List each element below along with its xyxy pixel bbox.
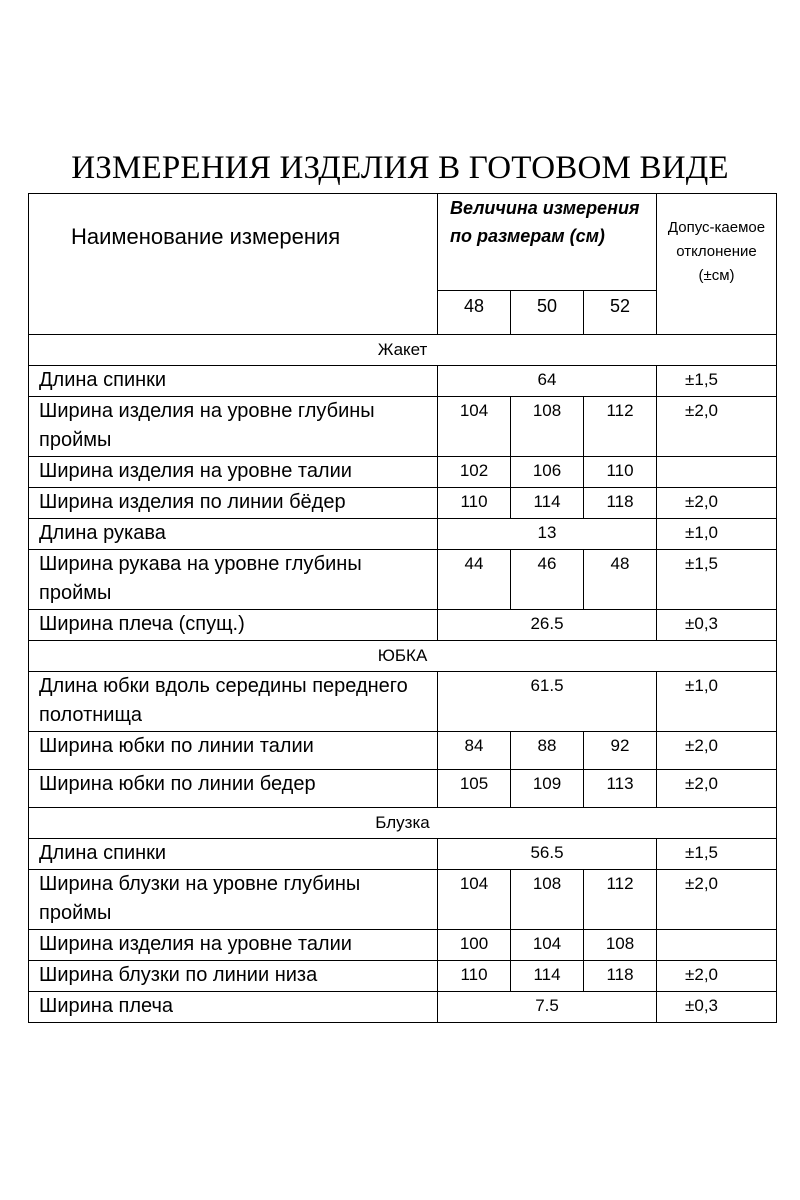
header-name-label: Наименование измерения	[71, 224, 341, 249]
table-row	[29, 366, 777, 397]
measurement-value: 114	[511, 961, 584, 992]
measurement-value-all-sizes: 64	[438, 366, 657, 397]
section-row	[29, 641, 777, 672]
table-row	[29, 870, 777, 930]
measurement-name: Ширина юбки по линии талии	[29, 732, 438, 770]
document-title: ИЗМЕРЕНИЯ ИЗДЕЛИЯ В ГОТОВОМ ВИДЕ	[71, 150, 729, 186]
measurement-value: 88	[511, 732, 584, 770]
tolerance-value: ±1,5	[657, 366, 777, 397]
measurement-name: Ширина изделия на уровне талии	[29, 457, 438, 488]
measurement-value: 46	[511, 550, 584, 610]
measurement-value: 104	[438, 397, 511, 457]
measurement-value-all-sizes: 61.5	[438, 672, 657, 732]
measurement-value: 44	[438, 550, 511, 610]
measurement-value: 108	[584, 930, 657, 961]
measurement-name: Ширина изделия на уровне талии	[29, 930, 438, 961]
header-size-48: 48	[438, 291, 511, 335]
measurement-name: Длина спинки	[29, 839, 438, 870]
measurement-value: 109	[511, 770, 584, 808]
tolerance-value	[657, 457, 777, 488]
measurement-name: Ширина плеча	[29, 992, 438, 1023]
measurement-value: 110	[438, 488, 511, 519]
measurement-name: Ширина изделия по линии бёдер	[29, 488, 438, 519]
measurement-name: Ширина изделия на уровне глубины проймы	[29, 397, 438, 457]
tolerance-value	[657, 930, 777, 961]
measurement-value: 114	[511, 488, 584, 519]
header-size-cell	[438, 194, 657, 291]
header-tolerance-label: Допус-каемое отклонение (±см)	[667, 219, 766, 284]
measurement-value: 105	[438, 770, 511, 808]
measurement-value: 104	[438, 870, 511, 930]
header-tolerance-cell	[657, 194, 777, 335]
tolerance-value: ±2,0	[657, 870, 777, 930]
tolerance-value: ±2,0	[657, 397, 777, 457]
measurement-name: Ширина плеча (спущ.)	[29, 610, 438, 641]
section-row	[29, 335, 777, 366]
measurement-value: 102	[438, 457, 511, 488]
measurement-value: 108	[511, 397, 584, 457]
measurements-table	[28, 193, 777, 1023]
measurement-value-all-sizes: 13	[438, 519, 657, 550]
section-title: Блузка	[29, 808, 777, 839]
measurement-value-all-sizes: 56.5	[438, 839, 657, 870]
table-row	[29, 397, 777, 457]
section-row	[29, 808, 777, 839]
table-row	[29, 519, 777, 550]
header-name-cell	[29, 194, 438, 335]
measurement-value: 118	[584, 961, 657, 992]
tolerance-value: ±2,0	[657, 770, 777, 808]
tolerance-value: ±0,3	[657, 992, 777, 1023]
measurement-value: 84	[438, 732, 511, 770]
tolerance-value: ±1,5	[657, 550, 777, 610]
table-row	[29, 732, 777, 770]
table-row	[29, 488, 777, 519]
measurement-value: 92	[584, 732, 657, 770]
measurement-value: 112	[584, 397, 657, 457]
table-row	[29, 550, 777, 610]
measurement-value: 110	[584, 457, 657, 488]
table-row	[29, 961, 777, 992]
measurement-name: Ширина рукава на уровне глубины проймы	[29, 550, 438, 610]
table-row	[29, 770, 777, 808]
tolerance-value: ±1,0	[657, 519, 777, 550]
table-row	[29, 992, 777, 1023]
measurement-value: 113	[584, 770, 657, 808]
tolerance-value: ±0,3	[657, 610, 777, 641]
tolerance-value: ±2,0	[657, 732, 777, 770]
table-row	[29, 930, 777, 961]
measurement-value: 48	[584, 550, 657, 610]
measurement-value: 100	[438, 930, 511, 961]
measurement-name: Длина спинки	[29, 366, 438, 397]
header-size-52: 52	[584, 291, 657, 335]
table-row	[29, 672, 777, 732]
section-title: ЮБКА	[29, 641, 777, 672]
table-row	[29, 610, 777, 641]
measurement-name: Ширина юбки по линии бедер	[29, 770, 438, 808]
measurement-value: 110	[438, 961, 511, 992]
measurement-value: 118	[584, 488, 657, 519]
tolerance-value: ±2,0	[657, 488, 777, 519]
table-row	[29, 457, 777, 488]
measurement-value: 106	[511, 457, 584, 488]
tolerance-value: ±1,5	[657, 839, 777, 870]
table-row	[29, 839, 777, 870]
measurement-name: Ширина блузки на уровне глубины проймы	[29, 870, 438, 930]
tolerance-value: ±1,0	[657, 672, 777, 732]
measurement-value: 108	[511, 870, 584, 930]
measurement-name: Длина юбки вдоль середины переднего полотнища	[29, 672, 438, 732]
header-size-label: Величина измерения по размерам (см)	[450, 198, 640, 246]
measurement-value-all-sizes: 7.5	[438, 992, 657, 1023]
header-size-50: 50	[511, 291, 584, 335]
section-title: Жакет	[29, 335, 777, 366]
tolerance-value: ±2,0	[657, 961, 777, 992]
measurement-name: Длина рукава	[29, 519, 438, 550]
measurement-value: 104	[511, 930, 584, 961]
measurement-value-all-sizes: 26.5	[438, 610, 657, 641]
measurement-value: 112	[584, 870, 657, 930]
measurement-name: Ширина блузки по линии низа	[29, 961, 438, 992]
